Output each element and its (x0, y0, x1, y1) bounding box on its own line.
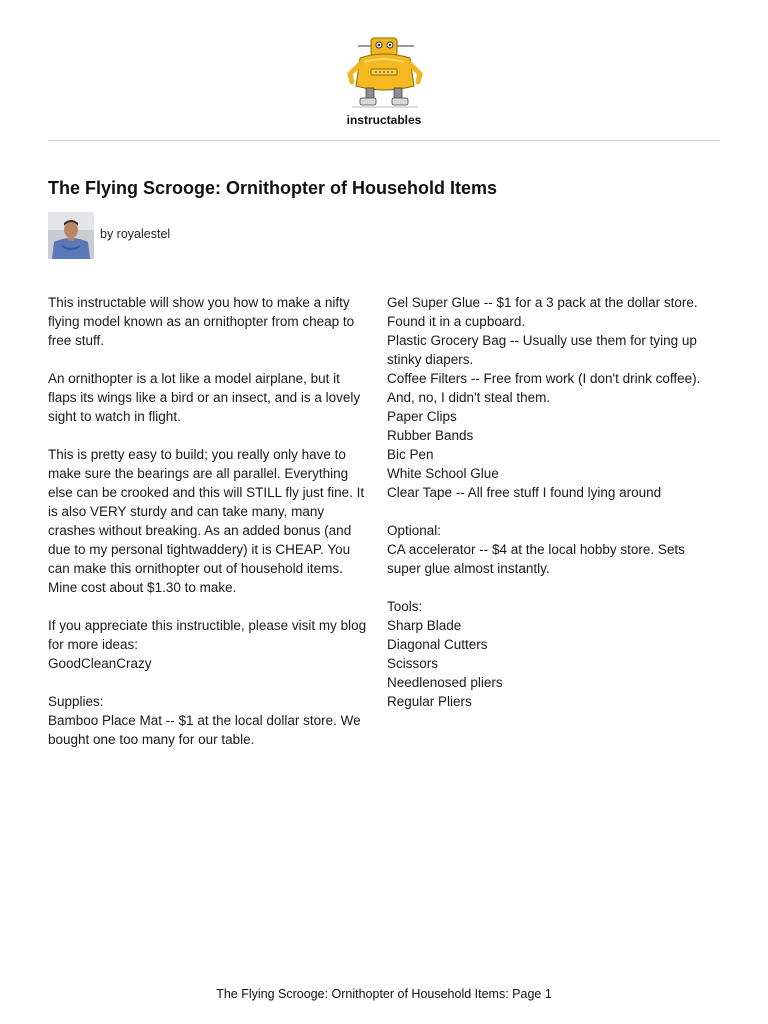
list-item: Bic Pen (387, 447, 434, 462)
text-line: This instructable will show you how to make a nifty (48, 295, 350, 310)
text-line: else can be crooked and this will STILL fly just fine. It (48, 485, 365, 500)
intro-paragraph (48, 293, 370, 350)
list-item: Clear Tape -- All free stuff I found lying around (387, 485, 662, 500)
text-line: due to my personal tightwaddery) it is CHEAP. You (48, 542, 351, 557)
optional-list (387, 521, 727, 578)
page-footer: The Flying Scrooge: Ornithopter of Household Items: Page 1 (216, 987, 552, 1001)
list-item: Found it in a cupboard. (387, 314, 526, 329)
optional-heading: Optional: (387, 523, 442, 538)
text-line: sight to watch in flight. (48, 409, 181, 424)
right-column (387, 293, 727, 711)
author-byline[interactable]: by royalestel (100, 227, 171, 241)
list-item: Sharp Blade (387, 618, 462, 633)
text-line: This is pretty easy to build; you really only have to (48, 447, 346, 462)
blog-link[interactable]: GoodCleanCrazy (48, 656, 152, 671)
header-divider (48, 140, 720, 141)
list-item: Rubber Bands (387, 428, 474, 443)
text-line: free stuff. (48, 333, 105, 348)
author-avatar-icon[interactable] (48, 212, 94, 259)
left-column (48, 293, 370, 749)
list-item: Needlenosed pliers (387, 675, 503, 690)
tools-heading: Tools: (387, 599, 423, 614)
text-line: bought one too many for our table. (48, 732, 255, 747)
list-item: Scissors (387, 656, 439, 671)
text-line: for more ideas: (48, 637, 139, 652)
text-line: is also VERY sturdy and can take many, many (48, 504, 325, 519)
text-line: Mine cost about $1.30 to make. (48, 580, 237, 595)
list-item: Plastic Grocery Bag -- Usually use them for tying up (387, 333, 697, 348)
brand-name[interactable]: instructables (346, 113, 422, 127)
supplies-heading: Supplies: (48, 694, 104, 709)
instructables-robot-icon (338, 34, 430, 114)
list-item: stinky diapers. (387, 352, 474, 367)
list-item: White School Glue (387, 466, 499, 481)
ornithopter-paragraph (48, 369, 370, 426)
list-item: Coffee Filters -- Free from work (I don't drink coffee). (387, 371, 701, 386)
text-line: make sure the bearings are all parallel. Everything (48, 466, 349, 481)
supplies-paragraph (48, 692, 370, 749)
text-line: flying model known as an ornithopter from cheap to (48, 314, 355, 329)
page-title: The Flying Scrooge: Ornithopter of Household Items (48, 178, 498, 198)
list-item: super glue almost instantly. (387, 561, 550, 576)
build-paragraph (48, 445, 370, 597)
text-line: flaps its wings like a bird or an insect, and is a lovely (48, 390, 361, 405)
blog-paragraph (48, 616, 370, 673)
list-item: Diagonal Cutters (387, 637, 488, 652)
tools-list (387, 597, 727, 711)
list-item: CA accelerator -- $4 at the local hobby store. Sets (387, 542, 685, 557)
text-line: Bamboo Place Mat -- $1 at the local dollar store. We (48, 713, 361, 728)
text-line: can make this ornithopter out of household items. (48, 561, 343, 576)
list-item: Gel Super Glue -- $1 for a 3 pack at the dollar store. (387, 295, 698, 310)
text-line: crashes without breaking. As an added bonus (and (48, 523, 352, 538)
list-item: And, no, I didn't steal them. (387, 390, 551, 405)
text-line: An ornithopter is a lot like a model airplane, but it (48, 371, 340, 386)
list-item: Regular Pliers (387, 694, 472, 709)
page-header (0, 0, 768, 141)
text-line: If you appreciate this instructible, please visit my blog (48, 618, 367, 633)
list-item: Paper Clips (387, 409, 457, 424)
supplies-list (387, 293, 727, 502)
